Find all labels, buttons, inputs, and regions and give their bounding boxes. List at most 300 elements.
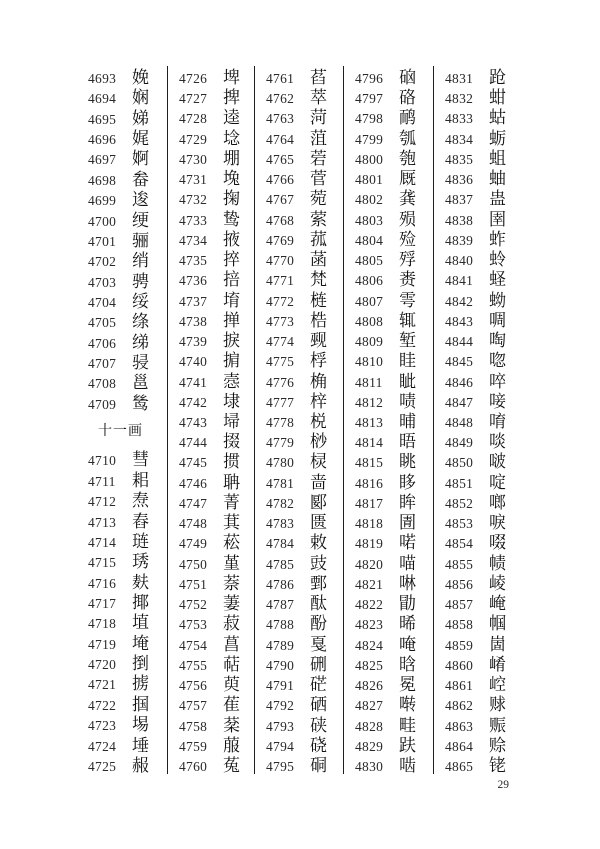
table-row [179,755,254,775]
entry-number: 4710 [88,453,117,469]
entry-character: 绡 [132,251,149,271]
table-row [445,169,511,189]
entry-number: 4818 [355,516,384,532]
table-row [445,634,511,654]
entry-number: 4823 [355,617,384,633]
table-row [266,148,343,168]
entry-number: 4811 [355,374,383,390]
entry-number: 4712 [88,494,117,510]
entry-character: 鸶 [132,393,149,413]
table-row [355,411,433,431]
entry-character: 绦 [132,312,149,332]
entry-character: 冕 [399,675,416,695]
entry-number: 4846 [445,374,474,390]
entry-character: 帻 [489,553,506,573]
entry-number: 4705 [88,315,117,331]
entry-character: 硭 [310,675,327,695]
table-row [355,209,433,229]
entry-character: 捭 [223,88,240,108]
entry-number: 4708 [88,376,117,392]
table-row [179,290,254,310]
entry-number: 4819 [355,536,384,552]
entry-number: 4726 [179,71,208,86]
entry-number: 4856 [445,576,474,592]
entry-number: 4821 [355,576,384,592]
table-row [355,128,433,148]
table-row [266,290,343,310]
entry-character: 啐 [489,371,506,391]
entry-character: 菏 [310,108,327,128]
entry-number: 4859 [445,637,474,653]
entry-number: 4715 [88,555,117,571]
entry-character: 绥 [132,291,149,311]
entry-character: 堇 [223,553,240,573]
table-row [266,411,343,431]
entry-number: 4727 [179,91,208,107]
entry-character: 萑 [223,695,240,715]
entry-number: 4759 [179,738,208,754]
entry-character: 啉 [399,573,416,593]
table-row [445,614,511,634]
table-row [355,654,433,674]
entry-number: 4757 [179,698,208,714]
entry-number: 4720 [88,657,117,673]
table-row [179,553,254,573]
entry-number: 4700 [88,213,117,229]
entry-number: 4702 [88,254,117,270]
table-row [179,189,254,209]
entry-character: 啵 [489,452,506,472]
entry-number: 4820 [355,556,384,572]
entry-number: 4865 [445,758,474,774]
table-row [179,108,254,128]
table-row [88,613,167,633]
table-row [355,472,433,492]
table-row [88,654,167,674]
entry-number: 4849 [445,435,474,451]
table-row [179,209,254,229]
entry-number: 4766 [266,172,295,188]
entry-character: 琏 [132,531,149,551]
entry-character: 菅 [310,169,327,189]
table-row [88,271,167,291]
table-row [266,310,343,330]
entry-number: 4850 [445,455,474,471]
entry-number: 4775 [266,354,295,370]
entry-character: 崤 [489,654,506,674]
entry-character: 堋 [223,148,240,168]
entry-character: 萸 [223,675,240,695]
entry-number: 4703 [88,274,117,290]
entry-number: 4695 [88,111,117,127]
table-row [355,331,433,351]
entry-character: 殒 [399,209,416,229]
entry-number: 4734 [179,232,208,248]
entry-number: 4751 [179,576,208,592]
table-row [266,371,343,391]
entry-number: 4699 [88,193,117,209]
entry-character: 豉 [310,553,327,573]
entry-character: 硒 [310,695,327,715]
table-row [266,553,343,573]
table-row [266,270,343,290]
entry-character: 堉 [223,290,240,310]
table-row [355,513,433,533]
entry-character: 赉 [399,270,416,290]
entry-number: 4787 [266,597,295,613]
table-row [355,695,433,715]
entry-character: 萃 [310,88,327,108]
table-row [266,452,343,472]
entry-character: 娴 [132,88,149,108]
entry-character: 萁 [223,513,240,533]
entry-number: 4756 [179,678,208,694]
entry-character: 酞 [310,594,327,614]
entry-character: 堍 [223,169,240,189]
table-row [88,373,167,393]
entry-character: 捽 [223,250,240,270]
table-row [88,674,167,694]
entry-number: 4814 [355,435,384,451]
entry-number: 4845 [445,354,474,370]
entry-character: 唼 [489,391,506,411]
table-row [266,634,343,654]
entry-character: 酚 [310,614,327,634]
entry-character: 啜 [489,533,506,553]
table-row [88,450,167,470]
table-row [179,371,254,391]
entry-number: 4816 [355,475,384,491]
table-row [355,68,433,87]
entry-number: 4854 [445,536,474,552]
entry-number: 4800 [355,151,384,167]
table-row [88,735,167,755]
entry-character: 蛄 [489,108,506,128]
entry-number: 4711 [88,473,116,489]
entry-character: 蛊 [489,189,506,209]
entry-character: 瓠 [399,128,416,148]
entry-character: 悫 [223,371,240,391]
entry-number: 4718 [88,616,117,632]
entry-number: 4721 [88,677,117,693]
entry-character: 菪 [310,148,327,168]
table-row [445,472,511,492]
entry-number: 4792 [266,698,295,714]
entry-number: 4838 [445,212,474,228]
table-row [179,614,254,634]
entry-character: 棻 [223,715,240,735]
entry-number: 4747 [179,495,208,511]
entry-character: 蛏 [489,270,506,290]
entry-character: 埯 [132,633,149,653]
entry-character: 埝 [223,128,240,148]
entry-number: 4782 [266,495,295,511]
table-row [88,592,167,612]
entry-character: 崆 [489,675,506,695]
entry-character: 掴 [132,694,149,714]
entry-character: 畦 [399,715,416,735]
table-row [266,108,343,128]
entry-number: 4835 [445,151,474,167]
entry-character: 蚶 [489,88,506,108]
section-header: 十一画 [98,424,143,440]
entry-number: 4769 [266,232,295,248]
table-row [179,270,254,290]
table-row [445,229,511,249]
entry-number: 4858 [445,617,474,633]
entry-number: 4793 [266,718,295,734]
table-row [179,411,254,431]
entry-number: 4831 [445,71,474,86]
table-row [445,88,511,108]
entry-number: 4803 [355,212,384,228]
table-row [445,452,511,472]
entry-character: 殍 [399,250,416,270]
entry-number: 4737 [179,293,208,309]
entry-character: 舂 [132,511,149,531]
entry-number: 4768 [266,212,295,228]
entry-number: 4765 [266,151,295,167]
table-row [355,310,433,330]
entry-number: 4754 [179,637,208,653]
table-row [355,148,433,168]
table-column [78,66,167,774]
entry-number: 4791 [266,678,295,694]
table-row [355,573,433,593]
table-row [445,371,511,391]
table-row [355,533,433,553]
entry-number: 4815 [355,455,384,471]
entry-character: 辄 [399,310,416,330]
table-row [88,552,167,572]
table-row [266,492,343,512]
table-row [266,189,343,209]
table-row [266,594,343,614]
entry-character: 梏 [310,310,327,330]
entry-number: 4773 [266,313,295,329]
table-row [355,371,433,391]
entry-character: 眵 [399,472,416,492]
entry-character: 娣 [132,108,149,128]
entry-number: 4788 [266,617,295,633]
entry-character: 赇 [489,695,506,715]
entry-number: 4837 [445,192,474,208]
table-row [355,715,433,735]
entry-character: 掼 [223,452,240,472]
table-row [445,250,511,270]
entry-number: 4852 [445,495,474,511]
entry-number: 4717 [88,595,117,611]
entry-character: 萘 [223,573,240,593]
entry-number: 4736 [179,273,208,289]
table-row [179,634,254,654]
table-row [88,190,167,210]
entry-number: 4740 [179,354,208,370]
entry-character: 掊 [223,270,240,290]
table-row [88,511,167,531]
entry-number: 4780 [266,455,295,471]
entry-number: 4786 [266,576,295,592]
entry-number: 4755 [179,657,208,673]
table-row [88,332,167,352]
table-row [355,614,433,634]
entry-number: 4798 [355,111,384,127]
entry-character: 眺 [399,452,416,472]
entry-number: 4836 [445,172,474,188]
entry-number: 4832 [445,91,474,107]
table-row [445,492,511,512]
table-row [355,270,433,290]
entry-character: 啷 [489,492,506,512]
page-number: 29 [497,779,509,791]
entry-number: 4714 [88,534,117,550]
entry-character: 蛎 [489,128,506,148]
table-row [445,270,511,290]
entry-number: 4709 [88,396,117,412]
table-row [179,331,254,351]
entry-number: 4796 [355,71,384,86]
entry-number: 4732 [179,192,208,208]
entry-character: 掳 [132,674,149,694]
table-row [88,251,167,271]
entry-number: 4744 [179,435,208,451]
entry-character: 啕 [489,331,506,351]
entry-character: 匮 [310,513,327,533]
entry-character: 赊 [489,735,506,755]
entry-character: 菀 [310,189,327,209]
entry-character: 勖 [399,594,416,614]
table-row [266,675,343,695]
table-row [266,432,343,452]
table-row [266,391,343,411]
entry-character: 唵 [399,634,416,654]
entry-character: 唿 [489,351,506,371]
table-row [355,290,433,310]
entry-number: 4743 [179,414,208,430]
table-row [88,715,167,735]
entry-number: 4804 [355,232,384,248]
entry-character: 铑 [489,755,506,775]
entry-character: 绠 [132,210,149,230]
entry-number: 4762 [266,91,295,107]
entry-number: 4735 [179,253,208,269]
entry-number: 4767 [266,192,295,208]
entry-number: 4713 [88,514,117,530]
entry-number: 4822 [355,597,384,613]
entry-number: 4828 [355,718,384,734]
table-row [445,594,511,614]
table-row [179,432,254,452]
entry-number: 4706 [88,335,117,351]
table-row [445,432,511,452]
entry-character: 鄄 [310,573,327,593]
table-row [88,88,167,108]
entry-character: 圉 [489,209,506,229]
table-row [88,393,167,413]
table-row [445,654,511,674]
entry-character: 掇 [223,432,240,452]
entry-character: 硗 [310,735,327,755]
table-row [445,189,511,209]
entry-number: 4716 [88,575,117,591]
entry-number: 4774 [266,334,295,350]
table-row [266,533,343,553]
table-row [88,491,167,511]
entry-number: 4784 [266,536,295,552]
entry-character: 揶 [132,592,149,612]
entry-character: 棂 [310,452,327,472]
entry-character: 啮 [399,755,416,775]
entry-number: 4731 [179,172,208,188]
entry-character: 彗 [132,450,149,470]
entry-character: 圊 [399,513,416,533]
entry-number: 4772 [266,293,295,309]
entry-character: 菖 [223,634,240,654]
table-row [445,675,511,695]
table-row [179,148,254,168]
entry-number: 4750 [179,556,208,572]
entry-character: 桷 [310,371,327,391]
table-row [266,229,343,249]
entry-number: 4809 [355,334,384,350]
table-row [179,250,254,270]
entry-character: 喏 [399,533,416,553]
entry-number: 4848 [445,414,474,430]
entry-character: 唳 [489,513,506,533]
table-row [266,209,343,229]
entry-character: 焘 [132,491,149,511]
entry-character: 桴 [310,351,327,371]
entry-character: 娓 [132,129,149,149]
entry-number: 4771 [266,273,295,289]
entry-number: 4844 [445,334,474,350]
entry-number: 4857 [445,597,474,613]
entry-number: 4785 [266,556,295,572]
entry-character: 埭 [223,391,240,411]
entry-number: 4843 [445,313,474,329]
entry-character: 帼 [489,614,506,634]
table-row [445,331,511,351]
table-row [355,88,433,108]
entry-number: 4701 [88,233,117,249]
entry-character: 埤 [223,68,240,87]
entry-character: 晡 [399,411,416,431]
entry-number: 4855 [445,556,474,572]
table-column [433,66,511,774]
entry-number: 4794 [266,738,295,754]
entry-character: 趺 [399,735,416,755]
entry-character: 绨 [132,332,149,352]
entry-character: 跄 [489,68,506,87]
table-row [445,553,511,573]
entry-number: 4783 [266,516,295,532]
table-row [266,88,343,108]
table-row [88,149,167,169]
table-row [355,594,433,614]
table-row [445,310,511,330]
table-row [355,229,433,249]
table-row [179,351,254,371]
entry-number: 4779 [266,435,295,451]
entry-number: 4840 [445,253,474,269]
table-row [355,755,433,775]
entry-character: 殓 [399,229,416,249]
entry-character: 匏 [399,148,416,168]
table-row [266,654,343,674]
table-row [445,533,511,553]
entry-number: 4801 [355,172,384,188]
entry-character: 骋 [132,271,149,291]
